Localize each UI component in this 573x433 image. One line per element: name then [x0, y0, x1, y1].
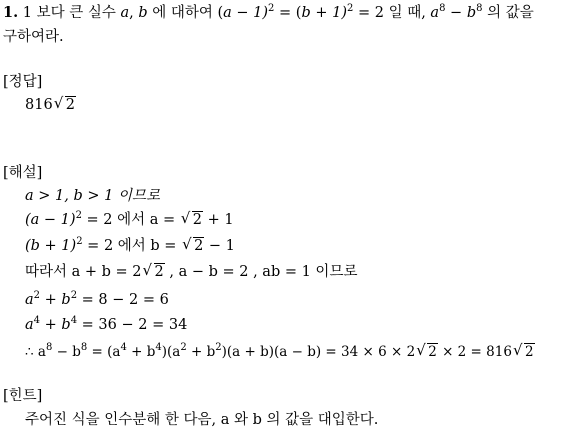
solution-line-1: a > 1, b > 1 이므로: [25, 188, 160, 204]
solution-line-2: $(a - 1)^2 = 2$ 에서 a = √ 2 + 1: [25, 210, 234, 230]
solution-line-7: ∴ $a^8 - b^8 = (a^4 + b^4)(a^2 + b^2)(a + b)(a - b) = 34 \times 6 \times 2√$ 2 × 2 = 816√ 2: [25, 342, 535, 362]
answer-value: 816√ 2: [25, 95, 76, 115]
hint-text: 주어진 식을 인수분해 한 다음, a 와 b 의 값을 대입한다.: [25, 412, 379, 428]
sqrt-symbol: √ 2: [54, 95, 76, 115]
solution-line-5: $a^2 + b^2 = 8 - 2 = 6$: [25, 290, 169, 308]
problem-text: 1 보다 큰 실수 a, b 에 대하여 $(a - 1)^2 = (b + 1)^2 = 2$ 일 때, $a^8 - b^8$ 의 값을: [22, 3, 534, 21]
solution-line-4: 따라서 a + b = 2√ 2 , a − b = 2 , ab = 1 이므로: [25, 262, 357, 282]
solution-line-3: $(b + 1)^2 = 2$ 에서 b = √ 2 − 1: [25, 236, 235, 256]
problem-line-2: 구하여라.: [3, 29, 64, 45]
answer-header: [정답]: [3, 74, 43, 90]
solution-line-6: $a^4 + b^4 = 36 - 2 = 34$: [25, 315, 188, 333]
solution-header: [해설]: [3, 165, 43, 181]
problem-line-1: [3, 3, 534, 23]
problem-number: 1.: [3, 4, 19, 21]
hint-header: [힌트]: [3, 388, 43, 404]
